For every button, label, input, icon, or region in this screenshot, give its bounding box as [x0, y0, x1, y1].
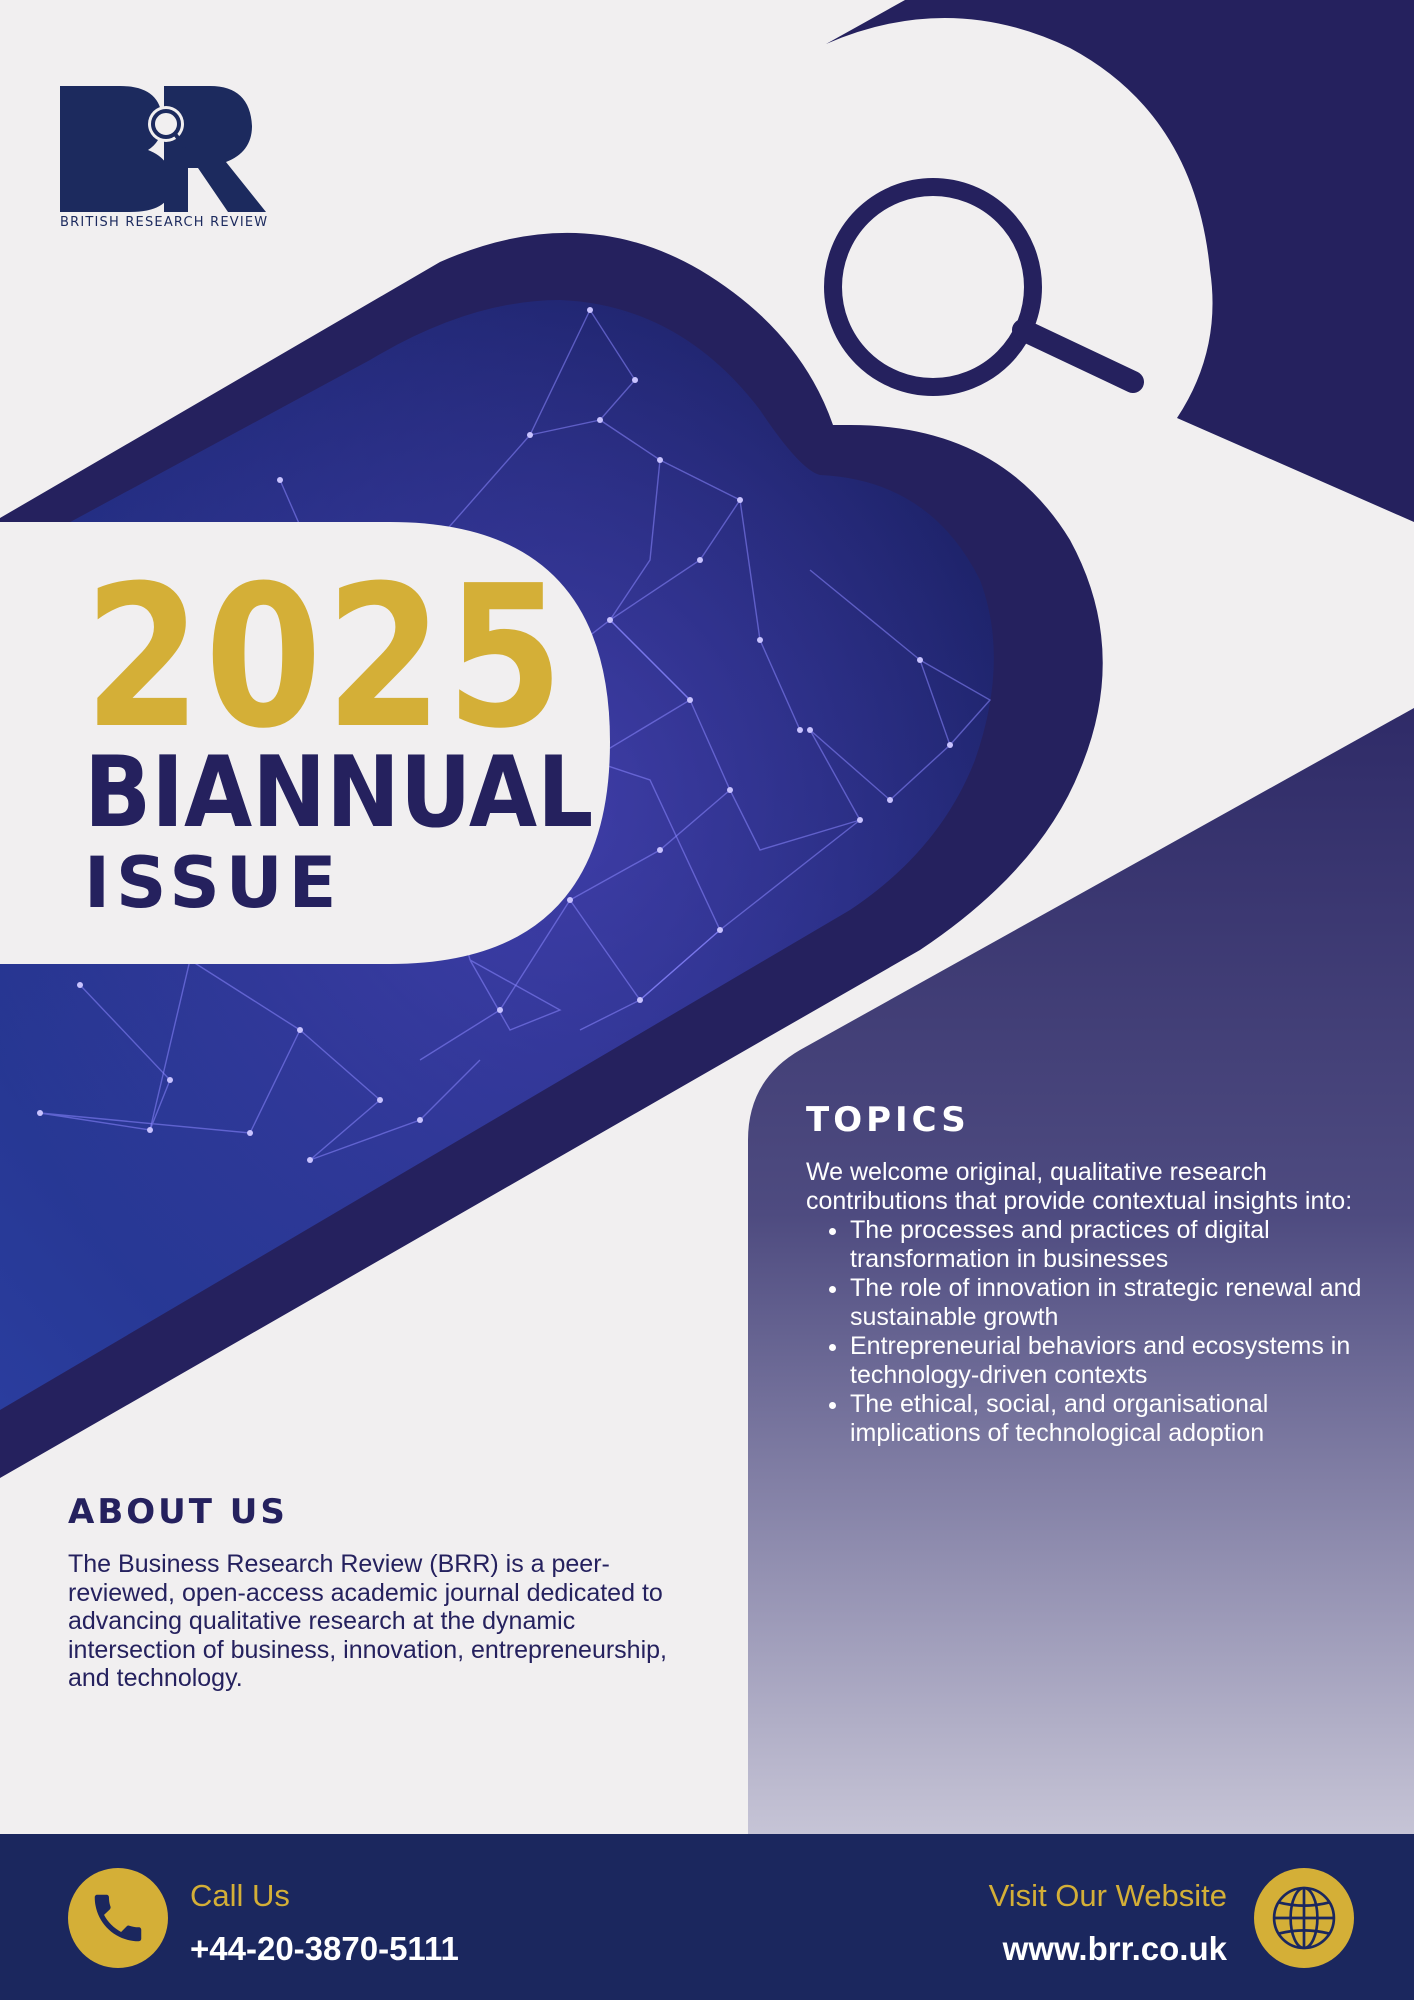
topics-intro: We welcome original, qualitative research contributions that provide contextual insights into:: [806, 1158, 1353, 1215]
about-section: [68, 1492, 688, 1693]
topics-heading: TOPICS: [806, 1100, 970, 1140]
issue-title: BIANNUAL: [84, 736, 594, 850]
about-body: The Business Research Review (BRR) is a peer-reviewed, open-access academic journal dedicated to advancing qualitative research at the dynamic intersection of business, innovation, entrepreneurship, and technology.: [68, 1550, 667, 1692]
about-heading: ABOUT US: [68, 1492, 288, 1532]
logo-wordmark: BRITISH RESEARCH REVIEW: [60, 215, 269, 230]
magnifier-icon: [833, 187, 1133, 387]
website-link[interactable]: www.brr.co.uk: [1002, 1930, 1227, 1967]
topics-section: [806, 1100, 1366, 1448]
website-label: Visit Our Website: [988, 1878, 1227, 1913]
contact-footer: [0, 1834, 1414, 2000]
call-us-label: Call Us: [190, 1878, 290, 1913]
issue-subtitle: ISSUE: [84, 842, 343, 924]
list-item: • The processes and practices of digital transformation in businesses: [850, 1216, 1366, 1274]
topics-list: [806, 1216, 1366, 1448]
globe-icon[interactable]: [1254, 1868, 1354, 1968]
list-item: • The ethical, social, and organisational implications of technological adoption: [850, 1390, 1366, 1448]
list-item: • Entrepreneurial behaviors and ecosystems in technology-driven contexts: [850, 1332, 1366, 1390]
issue-year: 2025: [84, 544, 567, 772]
phone-number[interactable]: +44-20-3870-5111: [190, 1930, 459, 1967]
list-item: • The role of innovation in strategic renewal and sustainable growth: [850, 1274, 1366, 1332]
brr-logo: [60, 84, 270, 234]
phone-icon[interactable]: [68, 1868, 168, 1968]
